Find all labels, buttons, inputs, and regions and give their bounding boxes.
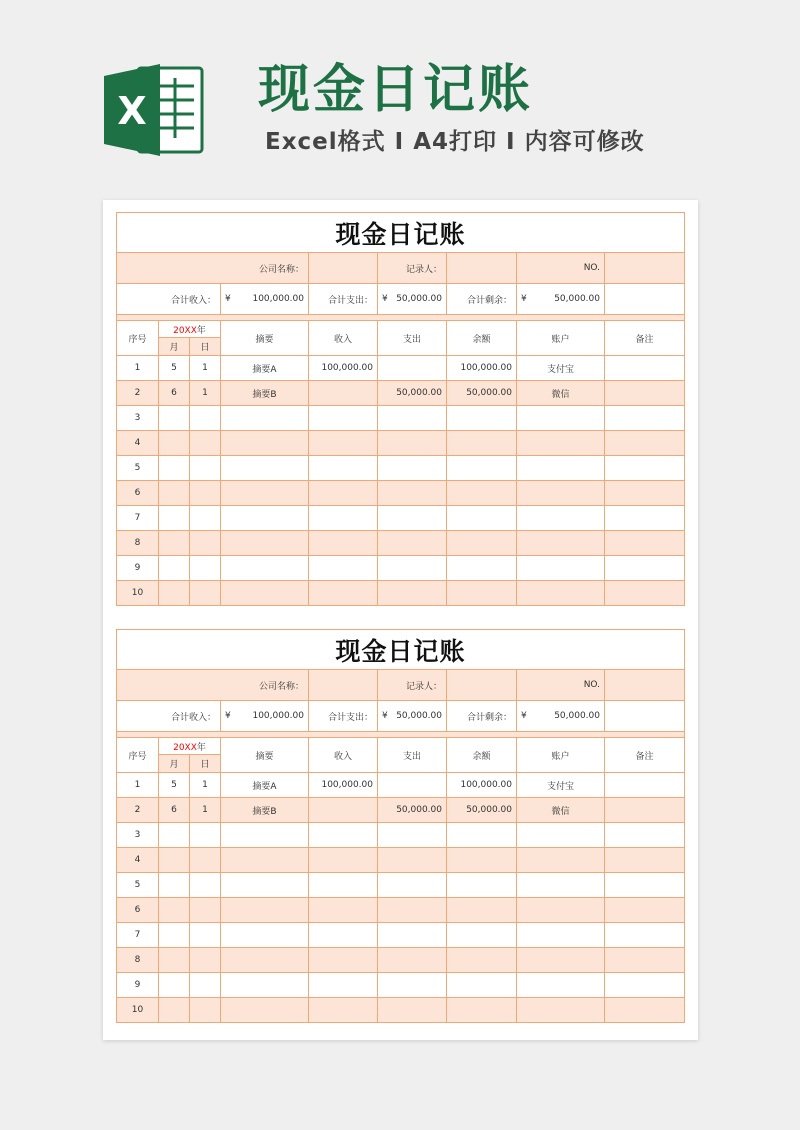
table-row — [117, 823, 685, 848]
total-balance-value[interactable]: ¥ 50,000.00 — [517, 701, 605, 732]
cell-income[interactable]: 100,000.00 — [309, 356, 378, 381]
cell-day[interactable] — [190, 456, 221, 481]
table-row — [117, 898, 685, 923]
cell-note[interactable] — [605, 948, 685, 973]
cell-income[interactable] — [309, 998, 378, 1023]
cell-note[interactable] — [605, 773, 685, 798]
cell-summary[interactable]: 摘要B — [221, 798, 309, 823]
cell-summary[interactable] — [221, 531, 309, 556]
cell-seq: 10 — [117, 581, 159, 606]
cell-seq: 4 — [117, 848, 159, 873]
cell-note[interactable] — [605, 531, 685, 556]
col-day: 日 — [190, 338, 221, 356]
cell-day[interactable]: 1 — [190, 356, 221, 381]
cell-seq: 7 — [117, 506, 159, 531]
cell-balance[interactable] — [447, 456, 517, 481]
cell-month[interactable] — [159, 556, 190, 581]
cell-expense[interactable] — [378, 998, 447, 1023]
cell-expense[interactable] — [378, 556, 447, 581]
cell-balance[interactable] — [447, 973, 517, 998]
cell-summary[interactable] — [221, 898, 309, 923]
cell-account[interactable]: 支付宝 — [517, 773, 605, 798]
cell-income[interactable] — [309, 456, 378, 481]
recorder-label: 记录人： — [378, 670, 447, 701]
cell-day[interactable] — [190, 823, 221, 848]
cell-seq: 5 — [117, 456, 159, 481]
total-income-label: 合计收入： — [117, 701, 221, 732]
cell-seq: 7 — [117, 923, 159, 948]
cell-account[interactable] — [517, 948, 605, 973]
col-income: 收入 — [309, 321, 378, 356]
no-label: NO. — [517, 253, 605, 284]
cell-expense[interactable] — [378, 873, 447, 898]
table-row — [117, 456, 685, 481]
total-balance-value[interactable]: ¥ 50,000.00 — [517, 284, 605, 315]
cell-expense[interactable] — [378, 531, 447, 556]
cell-balance[interactable] — [447, 823, 517, 848]
cell-seq: 6 — [117, 898, 159, 923]
table-row — [117, 773, 685, 798]
cell-seq: 6 — [117, 481, 159, 506]
cell-note[interactable] — [605, 581, 685, 606]
cell-account[interactable]: 微信 — [517, 381, 605, 406]
cell-note[interactable] — [605, 406, 685, 431]
col-summary: 摘要 — [221, 321, 309, 356]
col-account: 账户 — [517, 321, 605, 356]
cell-income[interactable] — [309, 431, 378, 456]
cell-seq: 2 — [117, 381, 159, 406]
cell-expense[interactable] — [378, 506, 447, 531]
cell-account[interactable] — [517, 823, 605, 848]
cell-balance[interactable] — [447, 923, 517, 948]
cell-income[interactable] — [309, 381, 378, 406]
cell-account[interactable] — [517, 973, 605, 998]
cell-month[interactable] — [159, 581, 190, 606]
table-row — [117, 998, 685, 1023]
cell-month[interactable] — [159, 948, 190, 973]
cell-day[interactable]: 1 — [190, 381, 221, 406]
cell-expense[interactable] — [378, 356, 447, 381]
cell-seq: 10 — [117, 998, 159, 1023]
cell-day[interactable] — [190, 506, 221, 531]
cell-balance[interactable] — [447, 406, 517, 431]
cell-income[interactable] — [309, 581, 378, 606]
total-income-label: 合计收入： — [117, 284, 221, 315]
cell-summary[interactable] — [221, 873, 309, 898]
cell-account[interactable] — [517, 456, 605, 481]
cell-day[interactable] — [190, 873, 221, 898]
col-expense: 支出 — [378, 738, 447, 773]
no-value[interactable] — [605, 253, 685, 284]
table-row — [117, 556, 685, 581]
excel-letter: X — [117, 89, 147, 133]
cell-month[interactable]: 5 — [159, 773, 190, 798]
col-month: 月 — [159, 755, 190, 773]
cell-day[interactable]: 1 — [190, 798, 221, 823]
cell-seq: 1 — [117, 773, 159, 798]
table-row — [117, 381, 685, 406]
cell-summary[interactable] — [221, 998, 309, 1023]
recorder-value[interactable] — [447, 670, 517, 701]
cell-summary[interactable] — [221, 406, 309, 431]
cell-summary[interactable] — [221, 923, 309, 948]
cell-account[interactable] — [517, 581, 605, 606]
excel-icon — [104, 62, 204, 158]
cell-income[interactable] — [309, 506, 378, 531]
cell-expense[interactable] — [378, 923, 447, 948]
cell-income[interactable] — [309, 848, 378, 873]
cell-note[interactable] — [605, 506, 685, 531]
cell-account[interactable] — [517, 923, 605, 948]
cell-income[interactable] — [309, 923, 378, 948]
cell-seq: 8 — [117, 531, 159, 556]
cell-day[interactable] — [190, 998, 221, 1023]
cell-expense[interactable]: 50,000.00 — [378, 798, 447, 823]
cell-note[interactable] — [605, 356, 685, 381]
page-title: 现金日记账 — [258, 60, 534, 120]
cell-expense[interactable] — [378, 406, 447, 431]
cell-account[interactable] — [517, 848, 605, 873]
total-balance-label: 合计剩余： — [447, 284, 517, 315]
company-label: 公司名称： — [117, 253, 309, 284]
cell-summary[interactable] — [221, 823, 309, 848]
cell-note[interactable] — [605, 381, 685, 406]
cell-balance[interactable]: 100,000.00 — [447, 773, 517, 798]
company-label: 公司名称： — [117, 670, 309, 701]
cell-summary[interactable]: 摘要B — [221, 381, 309, 406]
cell-seq: 3 — [117, 823, 159, 848]
cell-account[interactable] — [517, 873, 605, 898]
col-note: 备注 — [605, 321, 685, 356]
cell-income[interactable] — [309, 798, 378, 823]
table-row — [117, 481, 685, 506]
table-row — [117, 848, 685, 873]
table-row — [117, 531, 685, 556]
cell-note[interactable] — [605, 823, 685, 848]
recorder-value[interactable] — [447, 253, 517, 284]
cell-balance[interactable] — [447, 998, 517, 1023]
no-label: NO. — [517, 670, 605, 701]
cell-expense[interactable] — [378, 823, 447, 848]
cell-month[interactable] — [159, 406, 190, 431]
cell-account[interactable] — [517, 998, 605, 1023]
cell-month[interactable] — [159, 923, 190, 948]
col-day: 日 — [190, 755, 221, 773]
cell-day[interactable] — [190, 406, 221, 431]
cell-income[interactable]: 100,000.00 — [309, 773, 378, 798]
cell-balance[interactable] — [447, 873, 517, 898]
company-value[interactable] — [309, 670, 378, 701]
cell-summary[interactable] — [221, 948, 309, 973]
col-note: 备注 — [605, 738, 685, 773]
cell-income[interactable] — [309, 948, 378, 973]
col-seq: 序号 — [117, 321, 159, 356]
recorder-label: 记录人： — [378, 253, 447, 284]
cell-expense[interactable] — [378, 898, 447, 923]
cell-day[interactable] — [190, 556, 221, 581]
cell-balance[interactable] — [447, 898, 517, 923]
cell-month[interactable]: 6 — [159, 798, 190, 823]
cell-income[interactable] — [309, 481, 378, 506]
cell-balance[interactable] — [447, 481, 517, 506]
cell-note[interactable] — [605, 798, 685, 823]
table-row — [117, 431, 685, 456]
total-expense-label: 合计支出： — [309, 284, 378, 315]
cell-income[interactable] — [309, 973, 378, 998]
cell-note[interactable] — [605, 481, 685, 506]
cell-note[interactable] — [605, 898, 685, 923]
cell-income[interactable] — [309, 406, 378, 431]
cell-expense[interactable] — [378, 948, 447, 973]
table-row — [117, 923, 685, 948]
cell-income[interactable] — [309, 898, 378, 923]
cell-income[interactable] — [309, 531, 378, 556]
cell-balance[interactable] — [447, 556, 517, 581]
table-row — [117, 506, 685, 531]
total-expense-label: 合计支出： — [309, 701, 378, 732]
ledger-table-2 — [116, 629, 685, 1023]
cell-expense[interactable] — [378, 456, 447, 481]
cell-balance[interactable]: 50,000.00 — [447, 798, 517, 823]
table-row — [117, 798, 685, 823]
cell-summary[interactable] — [221, 848, 309, 873]
cell-summary[interactable] — [221, 456, 309, 481]
cell-account[interactable] — [517, 506, 605, 531]
cell-summary[interactable]: 摘要A — [221, 356, 309, 381]
cell-note[interactable] — [605, 923, 685, 948]
cell-summary[interactable] — [221, 481, 309, 506]
col-income: 收入 — [309, 738, 378, 773]
col-summary: 摘要 — [221, 738, 309, 773]
cell-summary[interactable] — [221, 556, 309, 581]
cell-month[interactable] — [159, 898, 190, 923]
cell-account[interactable] — [517, 406, 605, 431]
cell-month[interactable] — [159, 823, 190, 848]
col-balance: 余额 — [447, 321, 517, 356]
cell-seq: 2 — [117, 798, 159, 823]
cell-account[interactable] — [517, 481, 605, 506]
cell-expense[interactable]: 50,000.00 — [378, 381, 447, 406]
total-income-value[interactable]: ¥ 100,000.00 — [221, 701, 309, 732]
cell-month[interactable] — [159, 506, 190, 531]
sheet-title: 现金日记账 — [117, 630, 685, 670]
total-expense-value[interactable]: ¥ 50,000.00 — [378, 284, 447, 315]
cell-month[interactable] — [159, 481, 190, 506]
cell-summary[interactable]: 摘要A — [221, 773, 309, 798]
cell-day[interactable] — [190, 923, 221, 948]
cell-summary[interactable] — [221, 431, 309, 456]
cell-month[interactable]: 6 — [159, 381, 190, 406]
cell-day[interactable] — [190, 581, 221, 606]
ledger-table-1 — [116, 212, 685, 606]
cell-day[interactable] — [190, 898, 221, 923]
col-account: 账户 — [517, 738, 605, 773]
cell-month[interactable] — [159, 848, 190, 873]
cell-expense[interactable] — [378, 848, 447, 873]
cell-balance[interactable]: 100,000.00 — [447, 356, 517, 381]
table-row — [117, 948, 685, 973]
cell-expense[interactable] — [378, 973, 447, 998]
cell-account[interactable] — [517, 898, 605, 923]
cell-income[interactable] — [309, 556, 378, 581]
cell-seq: 9 — [117, 973, 159, 998]
cell-day[interactable] — [190, 431, 221, 456]
cell-summary[interactable] — [221, 973, 309, 998]
cell-account[interactable] — [517, 556, 605, 581]
cell-month[interactable]: 5 — [159, 356, 190, 381]
cell-seq: 1 — [117, 356, 159, 381]
cell-day[interactable]: 1 — [190, 773, 221, 798]
cell-month[interactable] — [159, 431, 190, 456]
cell-note[interactable] — [605, 998, 685, 1023]
cell-balance[interactable]: 50,000.00 — [447, 381, 517, 406]
cell-day[interactable] — [190, 848, 221, 873]
cell-account[interactable] — [517, 531, 605, 556]
cell-month[interactable] — [159, 998, 190, 1023]
cell-seq: 3 — [117, 406, 159, 431]
cell-seq: 5 — [117, 873, 159, 898]
cell-month[interactable] — [159, 873, 190, 898]
cell-seq: 9 — [117, 556, 159, 581]
cell-note[interactable] — [605, 848, 685, 873]
cell-note[interactable] — [605, 556, 685, 581]
col-balance: 余额 — [447, 738, 517, 773]
cell-account[interactable]: 微信 — [517, 798, 605, 823]
cell-note[interactable] — [605, 456, 685, 481]
cell-day[interactable] — [190, 973, 221, 998]
table-row — [117, 973, 685, 998]
col-month: 月 — [159, 338, 190, 356]
cell-seq: 4 — [117, 431, 159, 456]
col-year: 20XX年 — [159, 738, 221, 755]
table-row — [117, 406, 685, 431]
total-expense-value[interactable]: ¥ 50,000.00 — [378, 701, 447, 732]
cell-day[interactable] — [190, 531, 221, 556]
cell-balance[interactable] — [447, 531, 517, 556]
cell-month[interactable] — [159, 456, 190, 481]
cell-income[interactable] — [309, 823, 378, 848]
header-banner — [0, 0, 800, 190]
cell-account[interactable] — [517, 431, 605, 456]
cell-note[interactable] — [605, 873, 685, 898]
cell-expense[interactable] — [378, 773, 447, 798]
sheet-title: 现金日记账 — [117, 213, 685, 253]
total-balance-label: 合计剩余： — [447, 701, 517, 732]
cell-balance[interactable] — [447, 848, 517, 873]
no-value[interactable] — [605, 670, 685, 701]
cell-day[interactable] — [190, 481, 221, 506]
cell-income[interactable] — [309, 873, 378, 898]
cell-seq: 8 — [117, 948, 159, 973]
cell-account[interactable]: 支付宝 — [517, 356, 605, 381]
cell-summary[interactable] — [221, 506, 309, 531]
total-income-value[interactable]: ¥ 100,000.00 — [221, 284, 309, 315]
cell-note[interactable] — [605, 973, 685, 998]
cell-balance[interactable] — [447, 431, 517, 456]
cell-summary[interactable] — [221, 581, 309, 606]
col-expense: 支出 — [378, 321, 447, 356]
cell-balance[interactable] — [447, 581, 517, 606]
cell-expense[interactable] — [378, 481, 447, 506]
cell-month[interactable] — [159, 531, 190, 556]
table-row — [117, 581, 685, 606]
cell-expense[interactable] — [378, 581, 447, 606]
page-subtitle: Excel格式 I A4打印 I 内容可修改 — [265, 129, 645, 155]
cell-note[interactable] — [605, 431, 685, 456]
cell-day[interactable] — [190, 948, 221, 973]
col-seq: 序号 — [117, 738, 159, 773]
table-row — [117, 873, 685, 898]
table-row — [117, 356, 685, 381]
col-year: 20XX年 — [159, 321, 221, 338]
cell-balance[interactable] — [447, 506, 517, 531]
company-value[interactable] — [309, 253, 378, 284]
cell-expense[interactable] — [378, 431, 447, 456]
cell-month[interactable] — [159, 973, 190, 998]
cell-balance[interactable] — [447, 948, 517, 973]
